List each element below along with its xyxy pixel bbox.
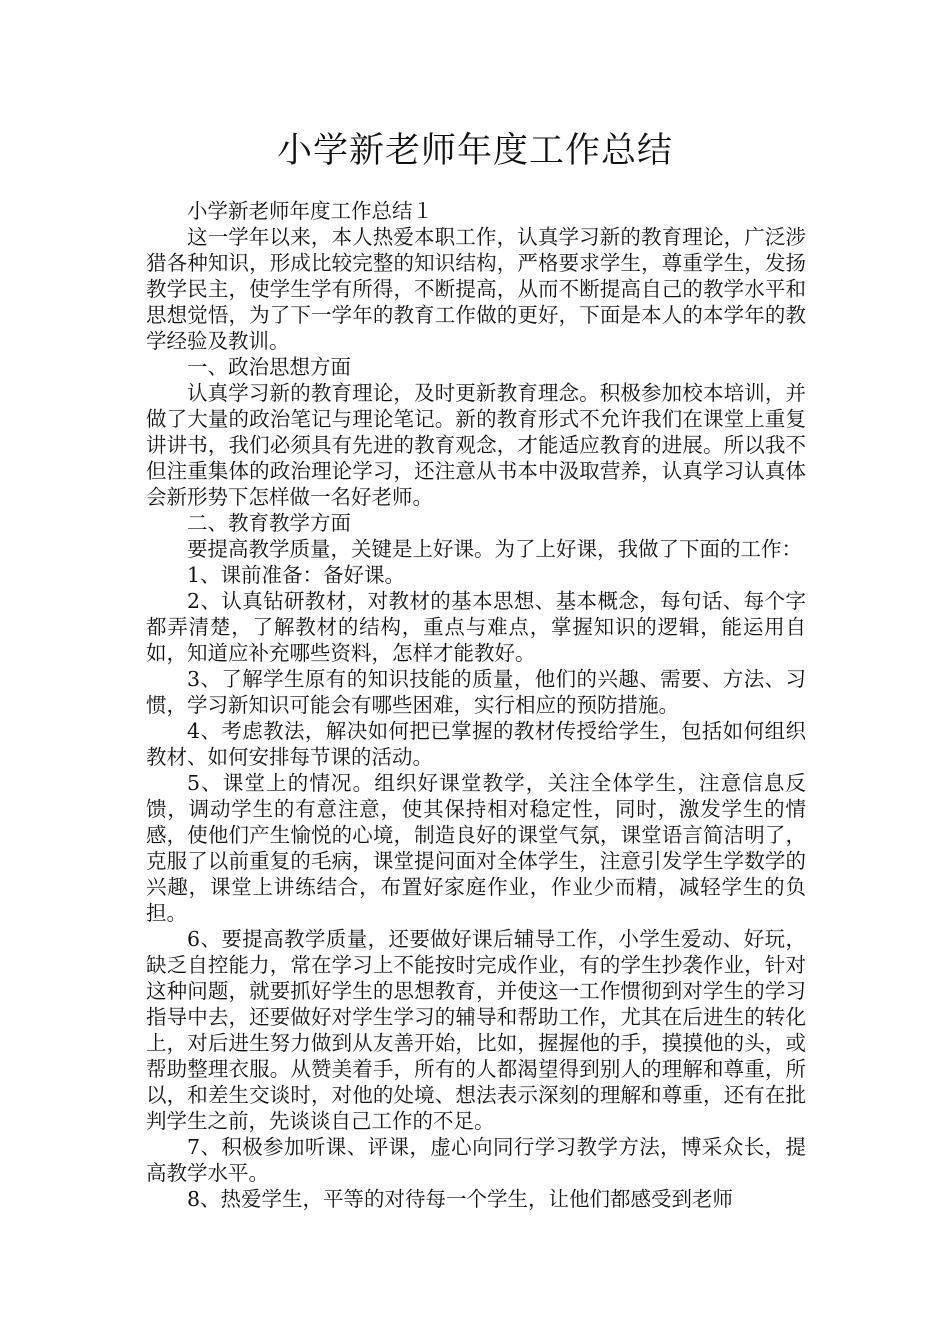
list-item-3: 3、了解学生原有的知识技能的质量，他们的兴趣、需要、方法、习惯，学习新知识可能会有哪些困难，实行相应的预防措施。 (146, 667, 806, 717)
heading-political: 一、政治思想方面 (187, 355, 351, 379)
list-item-6: 6、要提高教学质量，还要做好课后辅导工作，小学生爱动、好玩，缺乏自控能力，常在学习上不能按时完成作业，有的学生抄袭作业，针对这种问题，就要抓好学生的思想教育，并使这一工作惯彻到对学生的学习指导中去，还要做好对学生学习的辅导和帮助工作，尤其在后进生的转化上，对后进生努力做到从友善开始，比如，握握他的手，摸摸他的头，或帮助整理衣服。从赞美着手，所有的人都渴望得到别人的理解和尊重，所以，和差生交谈时，对他的处境、想法表示深刻的理解和尊重，还有在批判学生之前，先谈谈自己工作的不足。 (146, 927, 806, 1133)
list-item-1: 1、课前准备：备好课。 (187, 563, 406, 587)
document-title: 小学新老师年度工作总结 (276, 131, 673, 171)
paragraph-teaching-intro: 要提高教学质量，关键是上好课。为了上好课，我做了下面的工作： (187, 537, 802, 561)
list-item-7: 7、积极参加听课、评课，虚心向同行学习教学方法，博采众长，提高教学水平。 (146, 1135, 806, 1185)
document-body (146, 198, 806, 1212)
list-item-4: 4、考虑教法，解决如何把已掌握的教材传授给学生，包括如何组织教材、如何安排每节课的活动。 (146, 719, 806, 769)
list-item-5: 5、课堂上的情况。组织好课堂教学，关注全体学生，注意信息反馈，调动学生的有意注意，使其保持相对稳定性，同时，激发学生的情感，使他们产生愉悦的心境，制造良好的课堂气氛，课堂语言简洁明了，克服了以前重复的毛病，课堂提问面对全体学生，注意引发学生学数学的兴趣，课堂上讲练结合，布置好家庭作业，作业少而精，减轻学生的负担。 (146, 771, 806, 925)
paragraph-political: 认真学习新的教育理论，及时更新教育理念。积极参加校本培训，并做了大量的政治笔记与理论笔记。新的教育形式不允许我们在课堂上重复讲讲书，我们必须具有先进的教育观念，才能适应教育的进展。所以我不但注重集体的政治理论学习，还注意从书本中汲取营养，认真学习认真体会新形势下怎样做一名好老师。 (146, 381, 806, 509)
heading-teaching: 二、教育教学方面 (187, 511, 351, 535)
paragraph-intro: 这一学年以来，本人热爱本职工作，认真学习新的教育理论，广泛涉猎各种知识，形成比较完整的知识结构，严格要求学生，尊重学生，发扬教学民主，使学生学有所得，不断提高，从而不断提高自己的教学水平和思想觉悟，为了下一学年的教育工作做的更好，下面是本人的本学年的教学经验及教训。 (146, 225, 806, 353)
list-item-2: 2、认真钻研教材，对教材的基本思想、基本概念，每句话、每个字都弄清楚，了解教材的结构，重点与难点，掌握知识的逻辑，能运用自如，知道应补充哪些资料，怎样才能教好。 (146, 589, 806, 665)
section-subtitle: 小学新老师年度工作总结１ (187, 199, 433, 223)
list-item-8: 8、热爱学生，平等的对待每一个学生，让他们都感受到老师 (187, 1187, 734, 1211)
